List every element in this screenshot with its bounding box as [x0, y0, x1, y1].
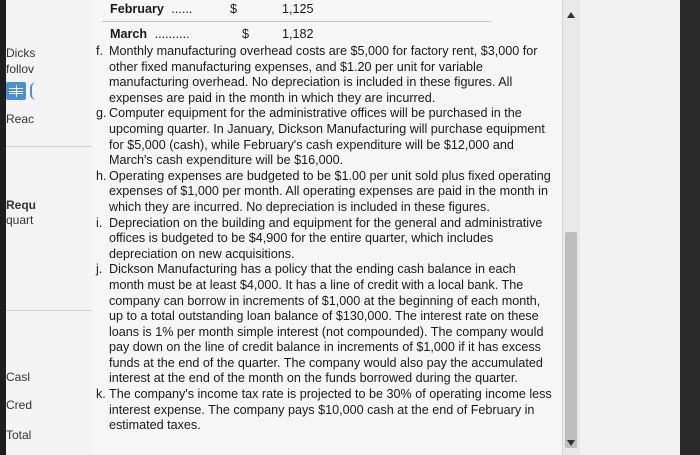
schedule-amount: 1,182: [282, 27, 314, 41]
bg-label-follow: follov: [6, 62, 35, 76]
item-letter: k.: [96, 387, 106, 402]
photo-edge-right: [680, 0, 700, 455]
schedule-row-march: [110, 27, 314, 41]
schedule-amount: 1,125: [282, 2, 314, 16]
schedule-row-february: [110, 2, 314, 16]
schedule-divider: [102, 21, 492, 22]
bg-label-requ: Requ: [6, 198, 36, 212]
bg-label-total: Total: [6, 428, 32, 442]
problem-text-panel: [92, 0, 562, 455]
list-item: [92, 262, 552, 387]
vertical-scrollbar[interactable]: [562, 0, 581, 455]
scrollbar-thumb[interactable]: [565, 232, 577, 448]
schedule-dots: ......: [171, 2, 193, 16]
item-letter: i.: [96, 215, 103, 230]
item-letter: j.: [96, 262, 103, 277]
item-text: The company's income tax rate is projected to be 30% of operating income less interest expense. The company pays $10,000 cash at the end of February in estimated taxes.: [109, 387, 552, 433]
scroll-down-arrow-icon[interactable]: [567, 440, 575, 446]
bg-label-read: Reac: [6, 112, 35, 126]
grid-icon-trail: [30, 82, 42, 100]
item-letter: g.: [96, 106, 107, 121]
scroll-up-arrow-icon[interactable]: [567, 12, 575, 18]
list-item: [92, 169, 552, 216]
bg-label-quart: quart: [6, 213, 34, 227]
right-gutter: [580, 0, 680, 455]
item-text: Dickson Manufacturing has a policy that the ending cash balance in each month must be at least $4,000. It has a line of credit with a local bank. The company can borrow in increments of $1,000 at the beginning of each month, up to a total outstanding loan balance of $130,000. The interest rate on these loans is 1% per month simple interest (not compounded). The company would pay down on the line of credit balance in increments of $1,000 if it has excess funds at the end of the quarter. The company would also pay the accumulated interest at the end of the month on the funds borrowed during the quarter.: [109, 262, 544, 386]
item-text: Depreciation on the building and equipment for the general and administrative offices is budgeted to be $4,900 for the entire quarter, which includes depreciation on new acquisitions.: [109, 215, 543, 261]
item-letter: h.: [96, 168, 107, 183]
schedule-dots: ..........: [154, 27, 190, 41]
list-item: [92, 387, 552, 434]
table-grid-icon[interactable]: [6, 82, 26, 100]
bg-label-cash: Casl: [6, 370, 31, 384]
item-letter: f.: [96, 44, 103, 58]
list-item: [92, 44, 552, 106]
divider: [6, 310, 92, 311]
item-text: Operating expenses are budgeted to be $1.00 per unit sold plus fixed operating expenses of $1,000 per month. All operating expenses are paid in the month in which they are incurred. No depreciation is included in these figures.: [109, 168, 551, 214]
assumption-list: [92, 44, 552, 434]
bg-label-cred: Cred: [6, 398, 33, 412]
schedule-month: February: [110, 2, 164, 16]
schedule-month: March: [110, 27, 148, 41]
schedule-currency: $: [230, 2, 238, 16]
background-page: [6, 0, 93, 455]
schedule-currency: $: [242, 27, 250, 41]
divider: [6, 146, 92, 147]
list-item: [92, 216, 552, 263]
list-item: [92, 106, 552, 168]
item-text: Computer equipment for the administrative offices will be purchased in the upcoming quarter. In January, Dickson Manufacturing will purchase equipment for $5,000 (cash), while February's cash expenditure will be $12,000 and March's cash expenditure will be $16,000.: [109, 106, 545, 168]
bg-label-dicks: Dicks: [6, 46, 36, 60]
item-text: Monthly manufacturing overhead costs are $5,000 for factory rent, $3,000 for other fixed manufacturing expenses, and $1.20 per unit for variable manufacturing overhead. No depreciation is included in these figures. All expenses are paid in the month in which they are incurred.: [109, 44, 538, 105]
